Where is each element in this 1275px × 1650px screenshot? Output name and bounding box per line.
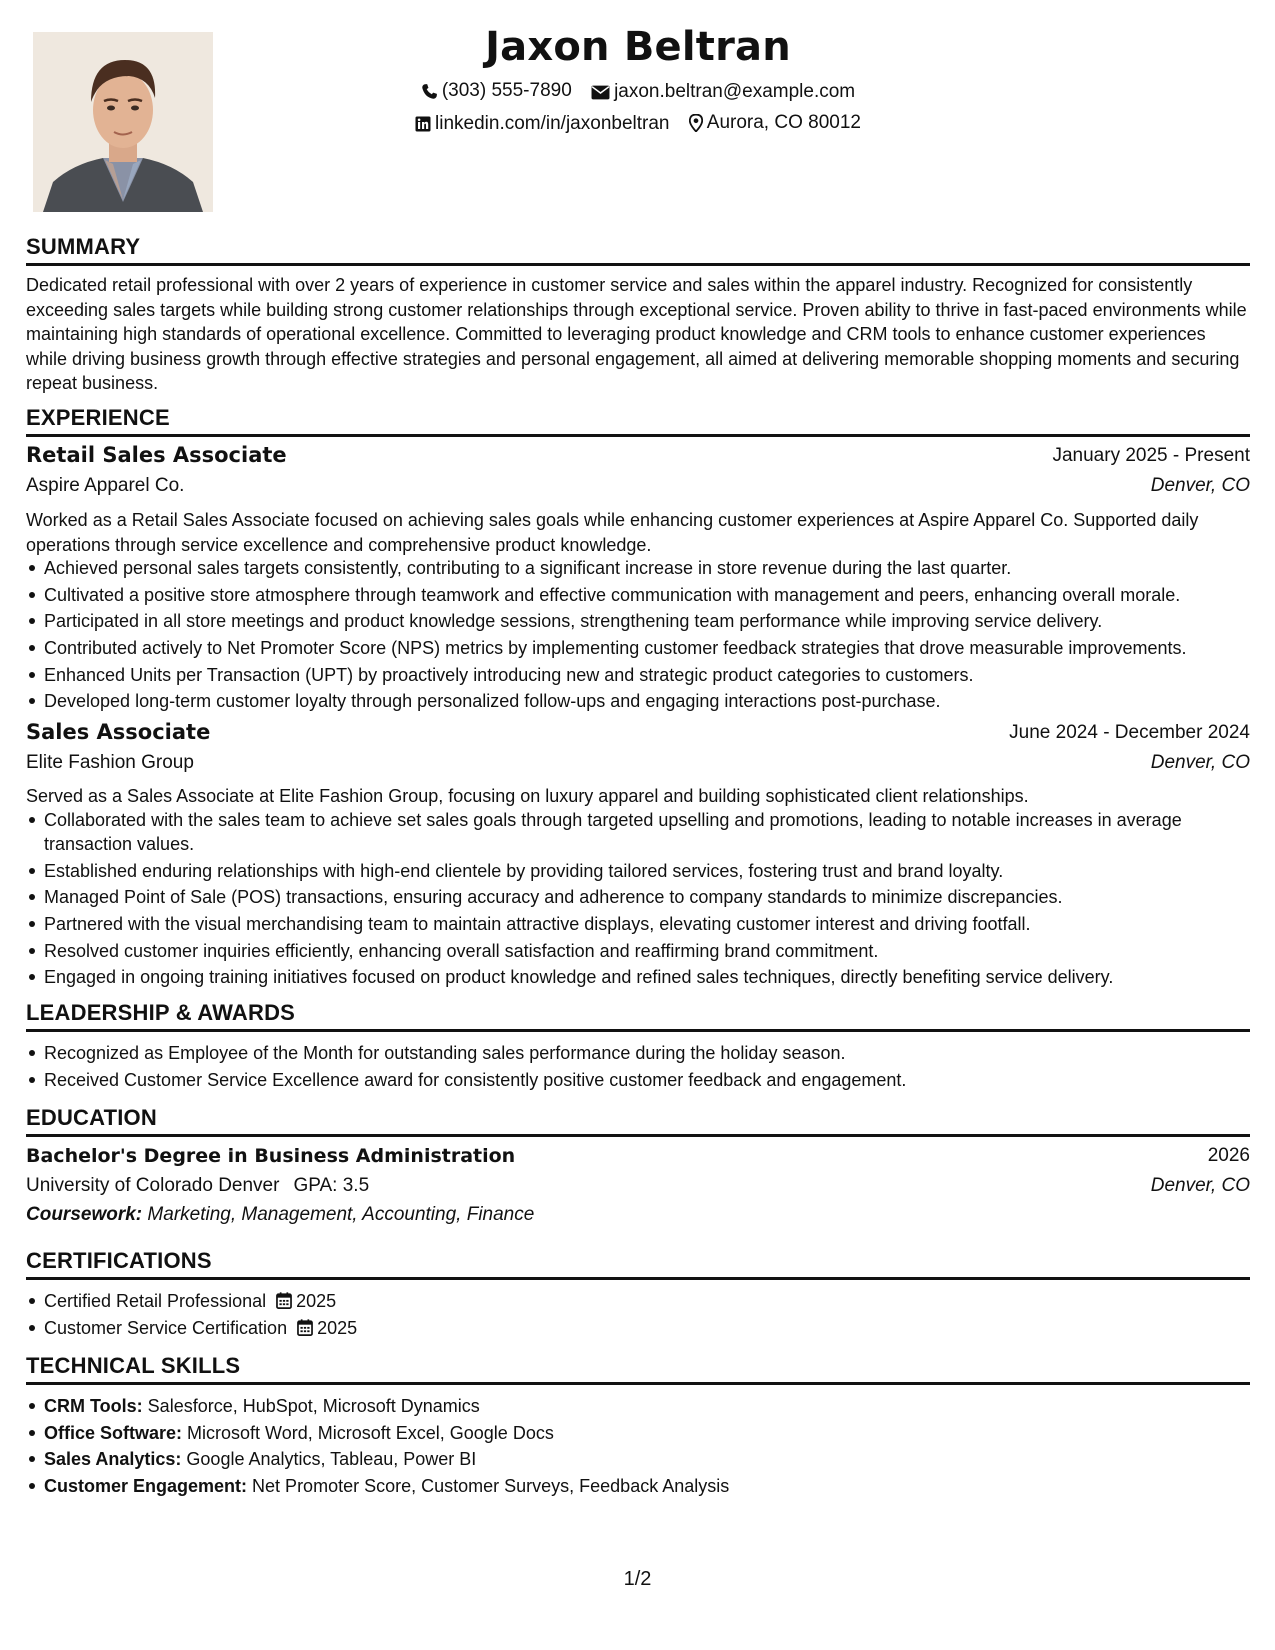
- school-location: Denver, CO: [1150, 1175, 1250, 1196]
- education-heading: EDUCATION: [26, 1105, 1250, 1137]
- certifications-list: [26, 1289, 1268, 1342]
- email-address: jaxon.beltran@example.com: [614, 81, 856, 102]
- skills-list: [26, 1394, 1268, 1501]
- list-item: Cultivated a positive store atmosphere through teamwork and effective communication with management and peers, enhancing overall morale.: [44, 583, 1268, 607]
- list-item: Enhanced Units per Transaction (UPT) by proactively introducing new and strategic product categories to customers.: [44, 663, 1268, 687]
- skills-heading: TECHNICAL SKILLS: [26, 1353, 1250, 1385]
- map-pin-icon: [689, 114, 703, 132]
- job-company-1: Aspire Apparel Co.: [26, 475, 185, 496]
- job-bullets-1: [26, 556, 1268, 716]
- phone-number: (303) 555-7890: [441, 80, 572, 101]
- contact-row-1: [26, 80, 1250, 106]
- certifications-heading: CERTIFICATIONS: [26, 1248, 1250, 1280]
- job-dates-2: June 2024 - December 2024: [1009, 722, 1250, 743]
- phone-contact[interactable]: [421, 80, 572, 102]
- candidate-name: Jaxon Beltran: [485, 24, 791, 70]
- contact-row-2: [26, 112, 1250, 138]
- skill-value: Salesforce, HubSpot, Microsoft Dynamics: [147, 1396, 480, 1416]
- skill-label: Customer Engagement:: [44, 1476, 248, 1497]
- list-item: Contributed actively to Net Promoter Score (NPS) metrics by implementing customer feedback strategies that drove measurable improvements.: [44, 636, 1268, 660]
- job-location-1: Denver, CO: [1150, 475, 1250, 496]
- gpa: GPA: 3.5: [293, 1175, 370, 1196]
- experience-heading: EXPERIENCE: [26, 405, 1250, 437]
- skill-value: Google Analytics, Tableau, Power BI: [186, 1449, 477, 1470]
- list-item: Established enduring relationships with high-end clientele by providing tailored services, fostering trust and brand loyalty.: [44, 859, 1268, 883]
- summary-text: Dedicated retail professional with over 2 years of experience in customer service and sales within the apparel industry. Recognized for consistently exceeding sales targets while building strong customer relationships through exceptional service. Proven ability to thrive in fast-paced environments while maintaining high standards of operational excellence. Committed to leveraging product knowledge and CRM tools to enhance customer experiences while driving business growth through effective strategies and personal engagement, all aimed at delivering memorable shopping moments and securing repeat business.: [26, 275, 1247, 393]
- envelope-icon: [591, 85, 610, 100]
- leadership-bullets: [26, 1041, 1268, 1094]
- page-number: 1/2: [623, 1568, 652, 1590]
- list-item: Received Customer Service Excellence award for consistently positive customer feedback and engagement.: [44, 1068, 1268, 1092]
- list-item: [44, 1289, 1268, 1313]
- cert-year: 2025: [317, 1317, 358, 1338]
- location-text: Aurora, CO 80012: [706, 112, 861, 133]
- job-bullets-2: [26, 808, 1268, 992]
- list-item: Managed Point of Sale (POS) transactions, ensuring accuracy and adherence to company standards to minimize discrepancies.: [44, 885, 1268, 909]
- list-item: [44, 1474, 1268, 1498]
- job-title-1: Retail Sales Associate: [26, 443, 287, 467]
- location-contact: [689, 112, 861, 134]
- cert-name: Customer Service Certification: [44, 1317, 288, 1338]
- list-item: Resolved customer inquiries efficiently, enhancing overall satisfaction and reaffirming brand commitment.: [44, 939, 1268, 963]
- list-item: [44, 1316, 1268, 1340]
- email-contact[interactable]: [591, 81, 855, 103]
- linkedin-contact[interactable]: [415, 113, 669, 135]
- summary-heading: SUMMARY: [26, 234, 1250, 266]
- calendar-icon: [276, 1292, 292, 1309]
- list-item: [44, 1421, 1268, 1445]
- coursework-list: Marketing, Management, Accounting, Finance: [147, 1204, 535, 1225]
- list-item: [44, 1394, 1268, 1418]
- skill-label: CRM Tools:: [44, 1396, 143, 1416]
- cert-year: 2025: [296, 1291, 337, 1311]
- linkedin-icon: [415, 116, 431, 132]
- coursework-line: [26, 1204, 534, 1226]
- calendar-icon: [297, 1319, 313, 1336]
- skill-label: Office Software:: [44, 1422, 183, 1443]
- list-item: Recognized as Employee of the Month for outstanding sales performance during the holiday season.: [44, 1041, 1268, 1065]
- list-item: Developed long-term customer loyalty through personalized follow-ups and engaging interactions post-purchase.: [44, 689, 1268, 713]
- job-title-2: Sales Associate: [26, 720, 211, 744]
- school-line: [26, 1175, 369, 1197]
- skill-value: Microsoft Word, Microsoft Excel, Google Docs: [187, 1422, 554, 1443]
- skill-label: Sales Analytics:: [44, 1449, 182, 1470]
- job-description-2: Served as a Sales Associate at Elite Fashion Group, focusing on luxury apparel and building sophisticated client relationships.: [26, 786, 1029, 806]
- coursework-label: Coursework:: [26, 1204, 143, 1225]
- school-name: University of Colorado Denver: [26, 1175, 280, 1196]
- list-item: [44, 1447, 1268, 1471]
- skill-value: Net Promoter Score, Customer Surveys, Feedback Analysis: [252, 1476, 730, 1497]
- leadership-heading: LEADERSHIP & AWARDS: [26, 1000, 1250, 1032]
- linkedin-url: linkedin.com/in/jaxonbeltran: [435, 113, 670, 134]
- job-description-1: Worked as a Retail Sales Associate focused on achieving sales goals while enhancing customer experiences at Aspire Apparel Co. Supported daily operations through service excellence and comprehensive product knowledge.: [26, 510, 1199, 555]
- cert-name: Certified Retail Professional: [44, 1291, 267, 1311]
- list-item: Participated in all store meetings and product knowledge sessions, strengthening team performance while improving service delivery.: [44, 609, 1268, 633]
- list-item: Achieved personal sales targets consistently, contributing to a significant increase in store revenue during the last quarter.: [44, 556, 1268, 580]
- graduation-year: 2026: [1207, 1145, 1250, 1166]
- list-item: Engaged in ongoing training initiatives focused on product knowledge and refined sales techniques, directly benefiting service delivery.: [44, 965, 1268, 989]
- list-item: Collaborated with the sales team to achieve set sales goals through targeted upselling and promotions, leading to notable increases in average transaction values.: [44, 808, 1268, 856]
- list-item: Partnered with the visual merchandising team to maintain attractive displays, elevating customer interest and driving footfall.: [44, 912, 1268, 936]
- phone-icon: [421, 83, 438, 100]
- job-location-2: Denver, CO: [1150, 752, 1250, 773]
- job-company-2: Elite Fashion Group: [26, 752, 194, 773]
- degree-title: Bachelor's Degree in Business Administration: [26, 1145, 516, 1167]
- job-dates-1: January 2025 - Present: [1052, 445, 1250, 466]
